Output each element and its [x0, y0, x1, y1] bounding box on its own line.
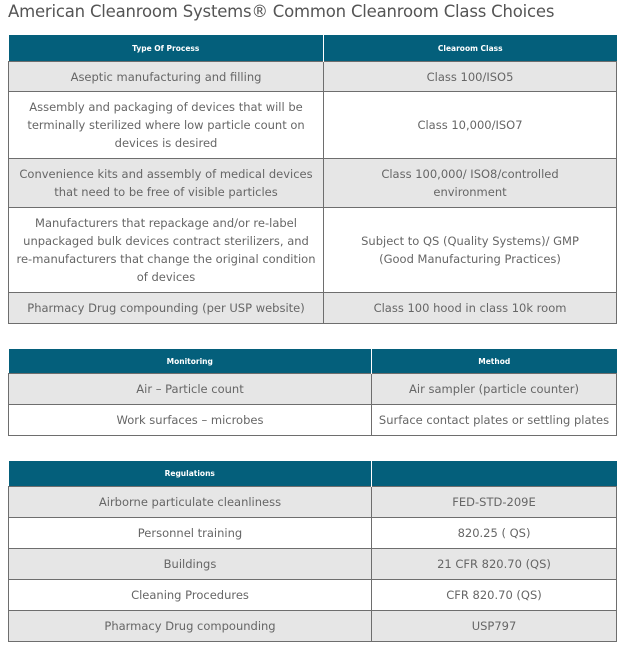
- column-header-type-of-process: Type Of Process: [9, 35, 324, 62]
- regulation-cell: Airborne particulate cleanliness: [9, 487, 372, 518]
- table-row: [9, 159, 617, 208]
- column-header-regulations: Regulations: [9, 461, 372, 487]
- process-cell: Assembly and packaging of devices that will be terminally sterilized where low particle count on devices is desired: [9, 92, 324, 159]
- process-cell: Manufacturers that repackage and/or re-label unpackaged bulk devices contract sterilizers, and re-manufacturers that change the original condition of devices: [9, 208, 324, 293]
- class-cell: Subject to QS (Quality Systems)/ GMP (Good Manufacturing Practices): [324, 208, 617, 293]
- regulation-cell: Cleaning Procedures: [9, 580, 372, 611]
- table-row: [9, 374, 617, 405]
- class-cell: Class 10,000/ISO7: [324, 92, 617, 159]
- monitoring-table: [8, 349, 617, 436]
- process-cell: Aseptic manufacturing and filling: [9, 62, 324, 92]
- column-header-empty: [372, 461, 617, 487]
- reference-cell: FED-STD-209E: [372, 487, 617, 518]
- table-row: [9, 549, 617, 580]
- table-row: [9, 405, 617, 436]
- column-header-monitoring: Monitoring: [9, 349, 372, 374]
- monitoring-cell: Air – Particle count: [9, 374, 372, 405]
- table-row: [9, 611, 617, 642]
- table-row: [9, 580, 617, 611]
- process-cell: Pharmacy Drug compounding (per USP website): [9, 293, 324, 324]
- regulation-cell: Personnel training: [9, 518, 372, 549]
- class-cell: Class 100 hood in class 10k room: [324, 293, 617, 324]
- table-header-row: [9, 461, 617, 487]
- regulation-cell: Buildings: [9, 549, 372, 580]
- class-cell: Class 100/ISO5: [324, 62, 617, 92]
- method-cell: Surface contact plates or settling plates: [372, 405, 617, 436]
- reference-cell: USP797: [372, 611, 617, 642]
- reference-cell: CFR 820.70 (QS): [372, 580, 617, 611]
- reference-cell: 820.25 ( QS): [372, 518, 617, 549]
- process-cell: Convenience kits and assembly of medical devices that need to be free of visible particles: [9, 159, 324, 208]
- table-header-row: [9, 35, 617, 62]
- table-row: [9, 487, 617, 518]
- column-header-method: Method: [372, 349, 617, 374]
- class-cell: Class 100,000/ ISO8/controlled environment: [324, 159, 617, 208]
- table-row: [9, 208, 617, 293]
- regulation-cell: Pharmacy Drug compounding: [9, 611, 372, 642]
- column-header-cleanroom-class: Clearoom Class: [324, 35, 617, 62]
- method-cell: Air sampler (particle counter): [372, 374, 617, 405]
- regulations-table: [8, 461, 617, 642]
- table-row: [9, 518, 617, 549]
- table-row: [9, 293, 617, 324]
- table-row: [9, 62, 617, 92]
- monitoring-cell: Work surfaces – microbes: [9, 405, 372, 436]
- cleanroom-class-table: [8, 35, 617, 324]
- reference-cell: 21 CFR 820.70 (QS): [372, 549, 617, 580]
- table-row: [9, 92, 617, 159]
- page-title: American Cleanroom Systems® Common Cleanroom Class Choices: [8, 2, 555, 21]
- table-header-row: [9, 349, 617, 374]
